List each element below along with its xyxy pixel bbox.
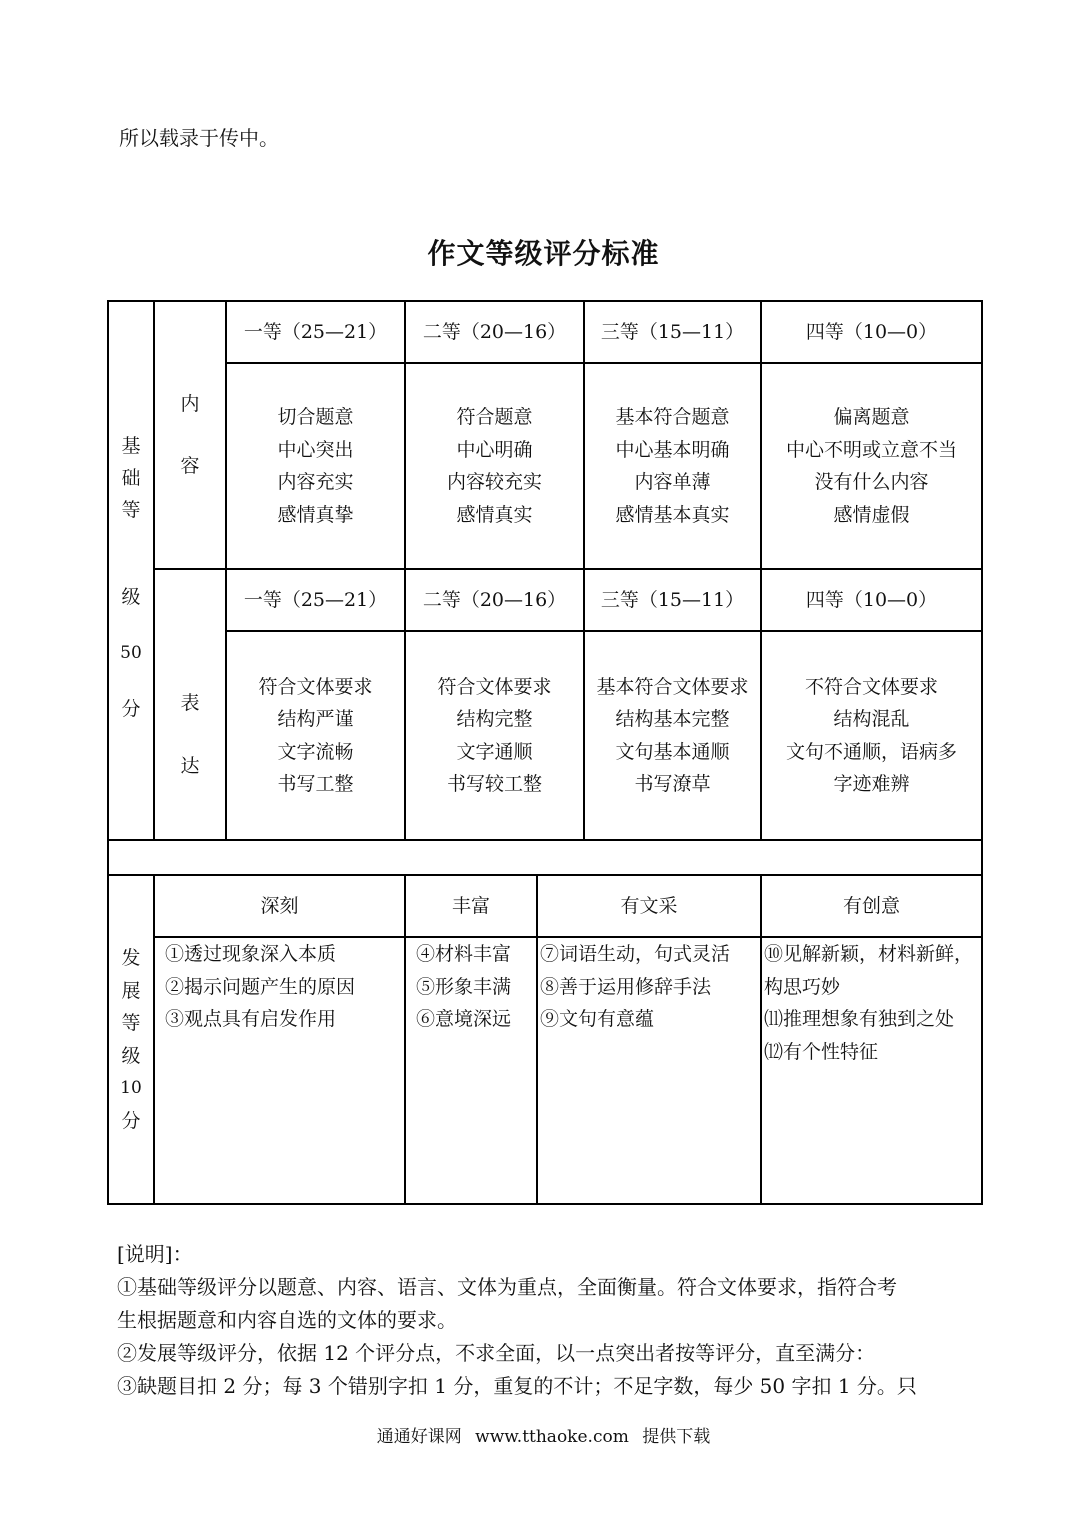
development-header: 有文采 (620, 894, 678, 917)
development-header: 深刻 (260, 894, 299, 917)
note-line: 生根据题意和内容自选的文体的要求。 (117, 1308, 457, 1332)
footer-site-name: 通通好课网 (376, 1427, 462, 1447)
content-criteria-cell: 偏离题意 中心不明或立意不当 没有什么内容 感情虚假 (785, 406, 957, 526)
expression-criteria-cell: 符合文体要求 结构严谨 文字流畅 书写工整 (258, 675, 373, 795)
footer-url[interactable]: www.tthaoke.com (475, 1427, 629, 1447)
notes-heading: [说明]： (117, 1242, 193, 1266)
content-criteria-cell: 符合题意 中心明确 内容较充实 感情真实 (446, 406, 542, 526)
development-section-label: 发 展 等 级 10 分 (120, 947, 142, 1132)
development-header: 丰富 (451, 894, 490, 917)
expression-criteria-cell: 不符合文体要求 结构混乱 文句不通顺，语病多 字迹难辨 (785, 675, 957, 795)
page-title: 作文等级评分标准 (427, 237, 660, 270)
note-line: ②发展等级评分，依据 12 个评分点，不求全面，以一点突出者按等评分，直至满分： (117, 1341, 876, 1365)
development-criteria-cell: ⑩见解新颖，材料新鲜， 构思巧妙 ⑾推理想象有独到之处 ⑿有个性特征 (764, 943, 974, 1063)
development-criteria-cell: ④材料丰富 ⑤形象丰满 ⑥意境深远 (416, 943, 512, 1030)
development-header: 有创意 (842, 894, 900, 917)
notes-section (117, 1238, 977, 1403)
lead-text: 所以载录于传中。 (119, 126, 279, 150)
grade-header: 三等（15—11） (600, 320, 745, 343)
grade-header: 三等（15—11） (600, 588, 745, 611)
grade-header: 二等（20—16） (422, 320, 567, 343)
footer-suffix: 提供下载 (642, 1427, 711, 1447)
content-criteria-cell: 切合题意 中心突出 内容充实 感情真挚 (277, 406, 354, 526)
grade-header: 一等（25—21） (243, 320, 388, 343)
grade-header: 二等（20—16） (422, 588, 567, 611)
grade-header: 四等（10—0） (805, 320, 938, 343)
content-label: 内 容 (180, 392, 200, 477)
expression-label: 表 达 (180, 692, 200, 777)
development-criteria-cell: ⑦词语生动，句式灵活 ⑧善于运用修辞手法 ⑨文句有意蕴 (540, 943, 731, 1030)
development-criteria-cell: ①透过现象深入本质 ②揭示问题产生的原因 ③观点具有启发作用 (165, 943, 356, 1030)
page-footer (0, 1422, 1087, 1447)
grade-header: 一等（25—21） (243, 588, 388, 611)
expression-criteria-cell: 基本符合文体要求 结构基本完整 文句基本通顺 书写潦草 (596, 675, 749, 795)
content-criteria-cell: 基本符合题意 中心基本明确 内容单薄 感情基本真实 (615, 406, 730, 526)
expression-criteria-cell: 符合文体要求 结构完整 文字通顺 书写较工整 (437, 675, 552, 795)
note-line: ③缺题目扣 2 分；每 3 个错别字扣 1 分，重复的不计；不足字数，每少 50 字扣 1 分。只 (117, 1374, 917, 1398)
basic-section-label: 基 础 等 级 50 分 (120, 435, 142, 720)
note-line: ①基础等级评分以题意、内容、语言、文体为重点，全面衡量。符合文体要求，指符合考 (117, 1275, 897, 1299)
grade-header: 四等（10—0） (805, 588, 938, 611)
